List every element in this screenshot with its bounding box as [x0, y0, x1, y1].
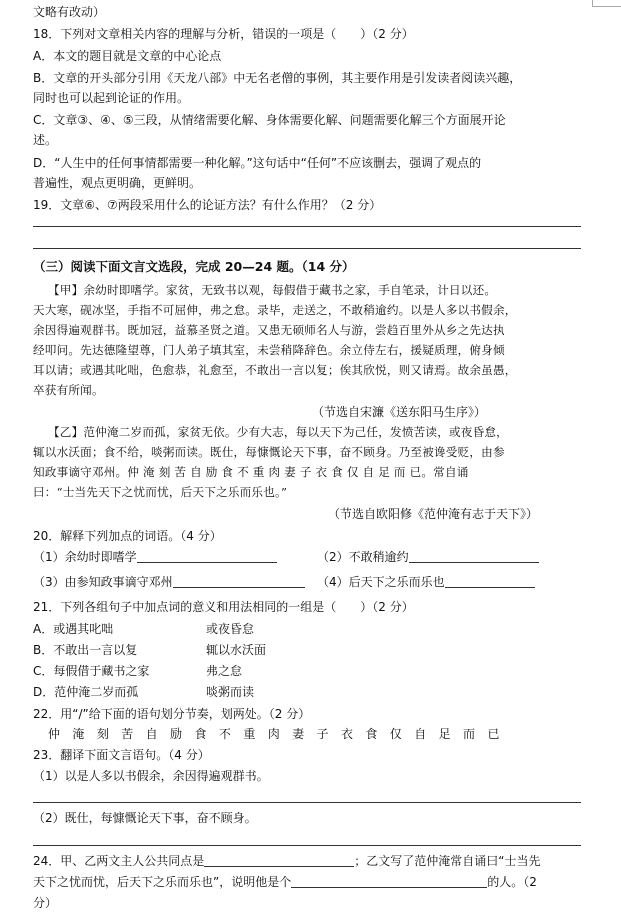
question-18-option-c: C．文章③、④、⑤三段，从情绪需要化解、身体需要化解、问题需要化解三个方面展开论: [33, 113, 506, 127]
question-20-item-4-text: （4）后天下之乐而乐也: [317, 575, 445, 589]
passage-jia-line: 经叩问。先达德隆望尊，门人弟子填其室，未尝稍降辞色。余立侍左右，援疑质理，俯身倾: [33, 343, 505, 357]
passage-jia-line: 余因得遍观群书。既加冠，益慕圣贤之道。又患无硕师名人与游，尝趋百里外从乡之先达执: [33, 323, 505, 337]
question-21-option-c-pair: 弗之怠: [206, 664, 243, 678]
answer-blank: [409, 550, 539, 563]
question-20-item-3: [33, 574, 305, 590]
question-18-option-b: B．文章的开头部分引用《天龙八部》中无名老僧的事例，其主要作用是引发读者阅读兴趣，: [33, 71, 522, 85]
page-corner-mark: [592, 0, 621, 7]
answer-blank: [204, 854, 354, 867]
question-21-option-c: C．每假借于藏书之家: [33, 664, 150, 678]
question-20-item-2-text: （2）不敢稍逾约: [317, 550, 409, 564]
question-23-item-1: （1）以是人多以书假余，余因得遍观群书。: [33, 769, 269, 783]
answer-blank: [137, 550, 277, 563]
passage-jia-line: 天大寒，砚冰坚，手指不可屈伸，弗之怠。录毕，走送之，不敢稍逾约。以是人多以书假余，: [33, 303, 517, 317]
question-24-text-b: ；乙文写了范仲淹常自诵曰“士当先: [354, 854, 541, 868]
question-24: [33, 853, 541, 869]
answer-line: [33, 248, 581, 249]
question-18: 18．下列对文章相关内容的理解与分析，错误的一项是（ ）（2 分）: [33, 27, 414, 41]
question-22-sentence: 仲 淹 刻 苦 自 励 食 不 重 肉 妻 子 衣 食 仅 自 足 而 已: [48, 727, 504, 741]
question-24-text-d: 的人。（2: [487, 875, 537, 889]
passage-yi-line: 辄以水沃面；食不给，啖粥而读。既仕，每慷慨论天下事，奋不顾身。乃至被谗受贬，由参: [33, 445, 505, 459]
question-19: 19．文章⑥、⑦两段采用什么的论证方法？有什么作用？（2 分）: [33, 198, 382, 212]
passage-jia-line: 【甲】余幼时即嗜学。家贫，无致书以观，每假借于藏书之家，手自笔录，计日以还。: [48, 283, 497, 297]
passage-jia-source: （节选自宋濂《送东阳马生序》）: [312, 405, 487, 419]
passage-jia-line: 卒获有所闻。: [33, 383, 104, 397]
section-3-heading: （三）阅读下面文言文选段，完成 20—24 题。（14 分）: [33, 259, 355, 274]
answer-line: [33, 845, 581, 846]
question-18-option-d-cont: 普遍性，观点更明确，更鲜明。: [33, 176, 202, 190]
passage-jia-line: 耳以请；或遇其叱咄，色愈恭，礼愈至，不敢出一言以复；俟其欣悦，则又请焉。故余虽愚，: [33, 363, 517, 377]
answer-blank: [173, 575, 305, 588]
answer-blank: [445, 575, 535, 588]
answer-line: [33, 802, 581, 803]
question-23-item-2: （2）既仕，每慷慨论天下事，奋不顾身。: [33, 811, 257, 825]
question-24-text-a: 24．甲、乙两文主人公共同点是: [33, 854, 205, 868]
question-20-item-1: [33, 549, 277, 565]
passage-yi-source: （节选自欧阳修《范仲淹有志于天下》）: [328, 507, 539, 521]
text-line: 文略有改动）: [33, 5, 106, 19]
question-18-option-a: A．本文的题目就是文章的中心论点: [33, 49, 222, 63]
question-24-points: 分）: [33, 896, 58, 910]
passage-yi-line: 曰：“士当先天下之忧而忧，后天下之乐而乐也。”: [33, 485, 288, 499]
question-21: 21．下列各组句子中加点词的意义和用法相同的一组是（ ）（2 分）: [33, 600, 414, 614]
question-23: 23．翻译下面文言语句。（4 分）: [33, 748, 210, 762]
question-21-option-d: D．范仲淹二岁而孤: [33, 685, 139, 699]
question-21-option-a-pair: 或夜昏怠: [206, 622, 255, 636]
question-20-item-4: [317, 574, 535, 590]
question-21-option-d-pair: 啖粥而读: [206, 685, 255, 699]
question-21-option-a: A．或遇其叱咄: [33, 622, 114, 636]
question-18-option-b-cont: 同时也可以起到论证的作用。: [33, 91, 190, 105]
question-20-item-2: [317, 549, 539, 565]
question-20: 20．解释下列加点的词语。（4 分）: [33, 529, 222, 543]
question-20-item-3-text: （3）由参知政事谪守邓州: [33, 575, 173, 589]
answer-blank: [291, 875, 487, 888]
question-24-text-c: 天下之忧而忧，后天下之乐而乐也”，说明他是个: [33, 875, 292, 889]
question-22: 22．用“/”给下面的语句划分节奏，划两处。（2 分）: [33, 707, 311, 721]
passage-yi-line: 知政事谪守邓州。仲 淹 刻 苦 自 励 食 不 重 肉 妻 子 衣 食 仅 自 足 而 已。常自诵: [33, 465, 469, 479]
answer-line: [33, 226, 581, 227]
question-20-item-1-text: （1）余幼时即嗜学: [33, 550, 137, 564]
question-21-option-b: B．不敢出一言以复: [33, 643, 138, 657]
question-18-option-d: D．“人生中的任何事情都需要一种化解。”这句话中“任何”不应该删去，强调了观点的: [33, 156, 482, 170]
question-21-option-b-pair: 辄以水沃面: [206, 643, 267, 657]
question-24-cont: [33, 874, 537, 890]
question-18-option-c-cont: 述。: [33, 133, 58, 147]
passage-yi-line: 【乙】范仲淹二岁而孤，家贫无依。少有大志，每以天下为己任，发愤苦读，或夜昏怠，: [48, 425, 508, 439]
